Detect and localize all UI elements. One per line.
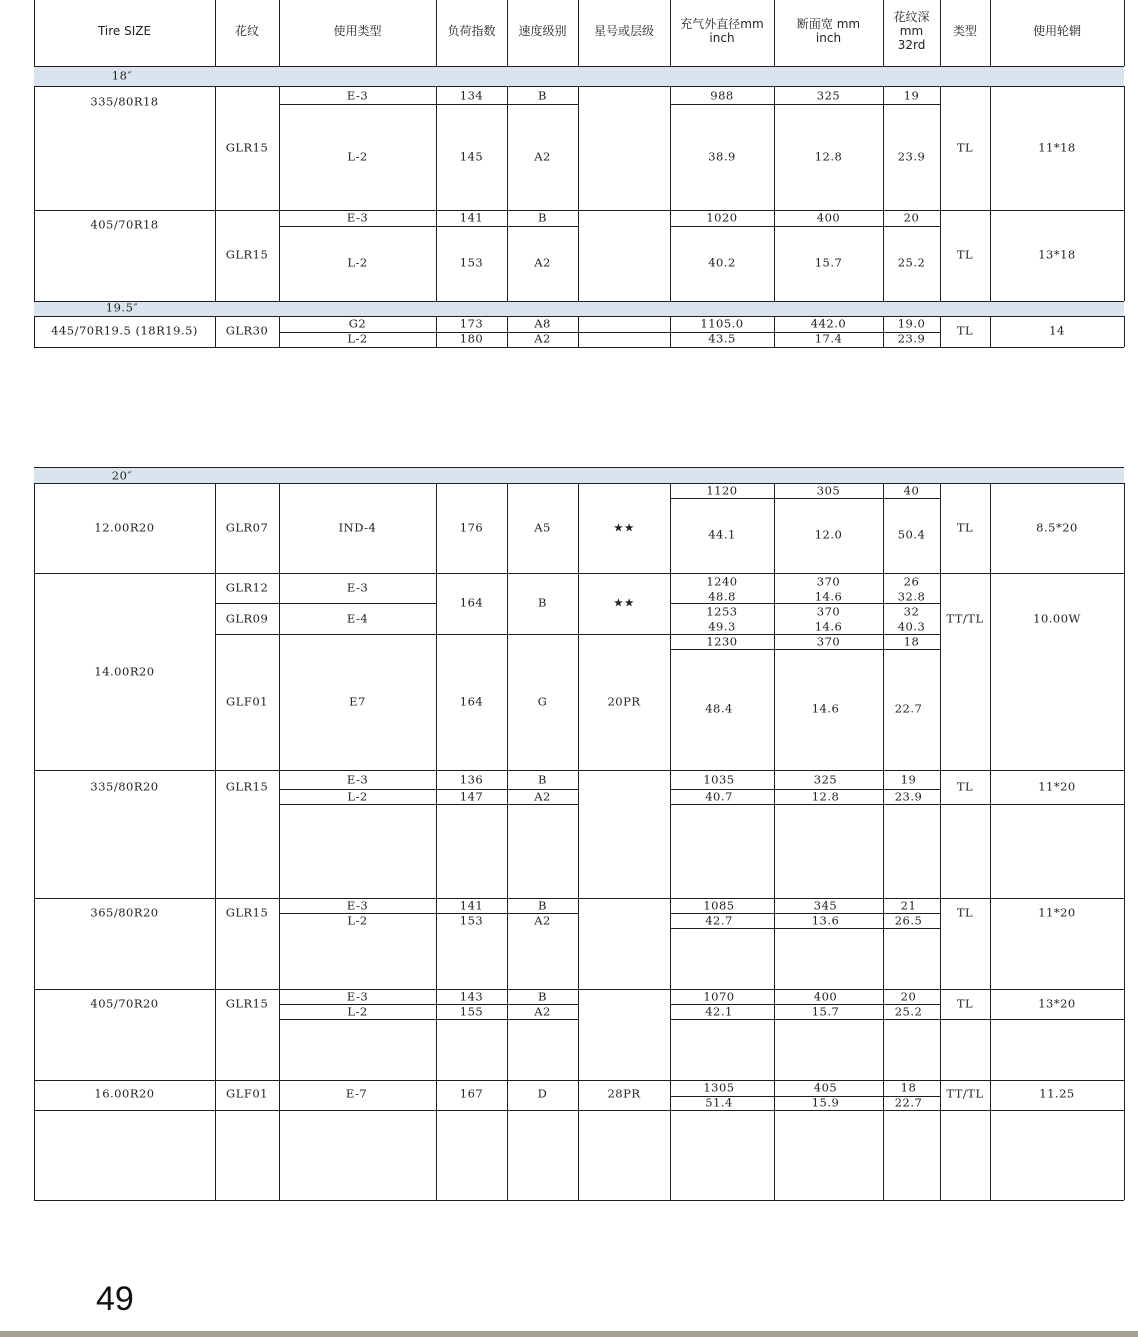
cell-type: TL bbox=[956, 247, 974, 262]
grid-line-h bbox=[34, 66, 1124, 68]
grid-line-h bbox=[34, 301, 1124, 303]
cell-load-index: 141 bbox=[459, 898, 484, 913]
grid-line-h bbox=[279, 804, 578, 805]
grid-line-v bbox=[507, 0, 508, 66]
cell-diameter-mm: 1085 bbox=[703, 898, 735, 913]
section-band-20 bbox=[34, 467, 1124, 483]
grid-line-v bbox=[670, 0, 671, 66]
cell-rim: 8.5*20 bbox=[1036, 520, 1078, 535]
cell-diameter-mm: 1253 bbox=[706, 604, 738, 619]
cell-load-index: 145 bbox=[459, 149, 484, 164]
cell-diameter-mm: 988 bbox=[710, 88, 734, 103]
cell-tread-32rd: 22.7 bbox=[894, 701, 923, 716]
grid-line-h bbox=[34, 573, 1124, 575]
grid-line-h bbox=[279, 1019, 578, 1020]
header-pattern: 花纹 bbox=[234, 24, 260, 38]
cell-load-index: 143 bbox=[459, 989, 484, 1004]
grid-line-v bbox=[279, 86, 280, 301]
cell-usage: G2 bbox=[348, 316, 367, 331]
cell-star-rating: ★★ bbox=[613, 595, 635, 610]
cell-pattern: GLR07 bbox=[225, 520, 269, 535]
grid-line-v bbox=[34, 483, 36, 1200]
cell-speed-rating: B bbox=[538, 898, 547, 913]
cell-tread-32rd: 23.9 bbox=[894, 789, 923, 804]
grid-line-h bbox=[34, 898, 1124, 900]
cell-tread-mm: 20 bbox=[900, 989, 917, 1004]
grid-line-h bbox=[940, 804, 1124, 805]
cell-width-inch: 15.7 bbox=[811, 1004, 840, 1019]
cell-width-mm: 370 bbox=[816, 574, 841, 589]
cell-pattern: GLR15 bbox=[225, 905, 269, 920]
cell-usage: E-3 bbox=[346, 210, 369, 225]
cell-pattern: GLR09 bbox=[225, 611, 269, 626]
cell-width-mm: 405 bbox=[813, 1080, 838, 1095]
grid-line-v bbox=[990, 483, 991, 1200]
cell-usage: E-7 bbox=[345, 1086, 368, 1101]
grid-line-v bbox=[215, 86, 216, 301]
section-label-18: 18″ bbox=[111, 68, 133, 83]
cell-tread-mm: 26 bbox=[903, 574, 920, 589]
cell-rim: 10.00W bbox=[1033, 611, 1081, 626]
grid-line-h bbox=[34, 1080, 1124, 1082]
cell-ply-rating: 28PR bbox=[607, 1086, 641, 1101]
header-section-width: 断面宽 mm inch bbox=[796, 17, 861, 45]
cell-tread-mm: 20 bbox=[903, 210, 920, 225]
cell-diameter-inch: 43.5 bbox=[708, 331, 736, 346]
grid-line-h bbox=[34, 483, 1124, 485]
grid-line-h bbox=[34, 210, 1124, 212]
cell-tire-size: 405/70R20 bbox=[90, 996, 159, 1011]
cell-load-index: 173 bbox=[459, 316, 484, 331]
cell-load-index: 134 bbox=[459, 88, 484, 103]
cell-usage: E7 bbox=[349, 694, 366, 709]
grid-line-v bbox=[883, 0, 884, 66]
cell-tire-size: 335/80R18 bbox=[90, 94, 159, 109]
section-label-19-5: 19.5″ bbox=[105, 300, 139, 315]
grid-line-h bbox=[34, 467, 1124, 469]
grid-line-h bbox=[34, 316, 1124, 318]
cell-load-index: 136 bbox=[459, 772, 484, 787]
section-label-20: 20″ bbox=[111, 468, 133, 483]
cell-usage: E-3 bbox=[346, 989, 369, 1004]
grid-line-v bbox=[883, 483, 884, 1200]
cell-speed-rating: B bbox=[538, 989, 547, 1004]
cell-diameter-inch: 48.4 bbox=[705, 701, 733, 716]
cell-diameter-mm: 1240 bbox=[706, 574, 738, 589]
cell-rim: 14 bbox=[1049, 323, 1065, 338]
grid-line-v bbox=[990, 86, 991, 301]
cell-usage: L-2 bbox=[347, 789, 368, 804]
grid-line-v bbox=[774, 0, 775, 66]
cell-load-index: 147 bbox=[459, 789, 484, 804]
grid-line-v bbox=[578, 0, 579, 66]
cell-width-inch: 15.9 bbox=[811, 1095, 840, 1110]
cell-diameter-inch: 38.9 bbox=[708, 149, 736, 164]
grid-line-v bbox=[670, 483, 671, 1200]
cell-tread-32rd: 25.2 bbox=[897, 255, 926, 270]
cell-tread-32rd: 23.9 bbox=[897, 149, 926, 164]
cell-type: TL bbox=[956, 905, 974, 920]
cell-diameter-inch: 48.8 bbox=[708, 589, 736, 604]
cell-usage: E-3 bbox=[346, 898, 369, 913]
grid-line-h bbox=[670, 1019, 940, 1020]
cell-tread-mm: 32 bbox=[903, 604, 920, 619]
cell-tire-size: 405/70R18 bbox=[90, 217, 159, 232]
cell-pattern: GLR15 bbox=[225, 247, 269, 262]
cell-tread-mm: 40 bbox=[903, 483, 920, 498]
cell-speed-rating: A2 bbox=[534, 913, 551, 928]
grid-line-h bbox=[34, 770, 1124, 772]
cell-speed-rating: A2 bbox=[534, 331, 551, 346]
grid-line-h bbox=[215, 603, 436, 604]
cell-tire-size: 445/70R19.5 (18R19.5) bbox=[51, 323, 198, 338]
cell-usage: L-2 bbox=[347, 331, 368, 346]
cell-rim: 11*18 bbox=[1038, 140, 1076, 155]
header-load-index: 负荷指数 bbox=[447, 24, 496, 38]
cell-load-index: 180 bbox=[459, 331, 484, 346]
cell-rim: 11*20 bbox=[1038, 779, 1076, 794]
cell-width-mm: 400 bbox=[813, 989, 838, 1004]
cell-speed-rating: B bbox=[538, 595, 547, 610]
cell-tread-32rd: 25.2 bbox=[894, 1004, 923, 1019]
cell-speed-rating: B bbox=[538, 772, 547, 787]
cell-tread-mm: 19 bbox=[900, 772, 917, 787]
grid-line-h bbox=[670, 498, 940, 499]
grid-line-v bbox=[436, 483, 437, 1200]
cell-width-inch: 14.6 bbox=[814, 619, 843, 634]
cell-width-mm: 325 bbox=[813, 772, 838, 787]
grid-line-v bbox=[940, 0, 941, 66]
cell-speed-rating: A2 bbox=[534, 1004, 551, 1019]
cell-usage: E-4 bbox=[346, 611, 369, 626]
grid-line-v bbox=[990, 0, 991, 66]
cell-diameter-inch: 44.1 bbox=[708, 527, 736, 542]
grid-line-v bbox=[215, 316, 216, 347]
cell-type: TL bbox=[956, 996, 974, 1011]
cell-width-inch: 14.6 bbox=[811, 701, 840, 716]
grid-line-h bbox=[279, 1004, 578, 1005]
cell-diameter-mm: 1020 bbox=[706, 210, 738, 225]
cell-width-inch: 14.6 bbox=[814, 589, 843, 604]
cell-rim: 11*20 bbox=[1038, 905, 1076, 920]
cell-diameter-mm: 1105.0 bbox=[700, 316, 744, 331]
cell-speed-rating: A5 bbox=[534, 520, 551, 535]
cell-pattern: GLR12 bbox=[225, 580, 269, 595]
cell-speed-rating: B bbox=[538, 88, 547, 103]
cell-tread-mm: 18 bbox=[903, 634, 920, 649]
cell-width-mm: 400 bbox=[816, 210, 841, 225]
cell-width-mm: 370 bbox=[816, 634, 841, 649]
section-band-19-5 bbox=[34, 301, 1124, 316]
cell-type: TL bbox=[956, 140, 974, 155]
cell-tread-32rd: 40.3 bbox=[897, 619, 926, 634]
cell-ply-rating: 20PR bbox=[607, 694, 641, 709]
cell-speed-rating: A2 bbox=[534, 255, 551, 270]
cell-usage: L-2 bbox=[347, 149, 368, 164]
cell-width-mm: 345 bbox=[813, 898, 838, 913]
cell-type: TT/TL bbox=[946, 611, 984, 626]
grid-line-h bbox=[34, 989, 1124, 991]
cell-usage: L-2 bbox=[347, 255, 368, 270]
grid-line-v bbox=[1124, 86, 1126, 301]
cell-speed-rating: B bbox=[538, 210, 547, 225]
cell-load-index: 153 bbox=[459, 255, 484, 270]
cell-type: TL bbox=[956, 520, 974, 535]
header-tread-depth: 花纹深 mm 32rd bbox=[893, 10, 930, 52]
cell-usage: E-3 bbox=[346, 772, 369, 787]
cell-pattern: GLR15 bbox=[225, 996, 269, 1011]
cell-width-mm: 305 bbox=[816, 483, 841, 498]
grid-line-h bbox=[279, 789, 578, 790]
cell-pattern: GLF01 bbox=[226, 1086, 268, 1101]
section-band-18 bbox=[34, 66, 1124, 86]
grid-line-v bbox=[279, 483, 280, 1200]
grid-line-v bbox=[670, 86, 671, 301]
grid-line-h bbox=[670, 649, 940, 650]
cell-speed-rating: A2 bbox=[534, 789, 551, 804]
grid-line-v bbox=[774, 86, 775, 301]
header-usage-type: 使用类型 bbox=[333, 24, 382, 38]
grid-line-v bbox=[34, 86, 36, 301]
cell-tread-32rd: 32.8 bbox=[897, 589, 926, 604]
grid-line-v bbox=[940, 483, 941, 1200]
cell-tread-mm: 18 bbox=[900, 1080, 917, 1095]
grid-line-h bbox=[670, 104, 940, 105]
header-type: 类型 bbox=[952, 24, 978, 38]
grid-line-v bbox=[1124, 316, 1126, 347]
grid-line-v bbox=[507, 483, 508, 1200]
cell-diameter-inch: 51.4 bbox=[705, 1095, 733, 1110]
footer-bar bbox=[0, 1331, 1138, 1337]
grid-line-v bbox=[883, 86, 884, 301]
cell-tread-32rd: 22.7 bbox=[894, 1095, 923, 1110]
cell-pattern: GLR15 bbox=[225, 779, 269, 794]
cell-width-inch: 12.8 bbox=[811, 789, 840, 804]
grid-line-v bbox=[990, 316, 991, 347]
cell-diameter-inch: 42.7 bbox=[705, 913, 733, 928]
cell-usage: E-3 bbox=[346, 88, 369, 103]
cell-rim: 13*20 bbox=[1038, 996, 1076, 1011]
cell-rim: 13*18 bbox=[1038, 247, 1076, 262]
cell-usage: L-2 bbox=[347, 913, 368, 928]
cell-usage: E-3 bbox=[346, 580, 369, 595]
header-speed-rating: 速度级别 bbox=[518, 24, 567, 38]
grid-line-v bbox=[578, 483, 579, 1200]
grid-line-v bbox=[940, 86, 941, 301]
cell-load-index: 176 bbox=[459, 520, 484, 535]
cell-width-inch: 13.6 bbox=[811, 913, 840, 928]
grid-line-v bbox=[34, 316, 36, 347]
cell-rim: 11.25 bbox=[1039, 1086, 1075, 1101]
cell-tread-32rd: 23.9 bbox=[897, 331, 926, 346]
cell-load-index: 164 bbox=[459, 694, 484, 709]
cell-tread-mm: 19 bbox=[903, 88, 920, 103]
grid-line-v bbox=[279, 0, 280, 66]
cell-tire-size: 12.00R20 bbox=[94, 520, 155, 535]
cell-width-mm: 325 bbox=[816, 88, 841, 103]
cell-speed-rating: A8 bbox=[534, 316, 551, 331]
cell-tread-32rd: 50.4 bbox=[897, 527, 926, 542]
grid-line-v bbox=[215, 483, 216, 1200]
cell-speed-rating: A2 bbox=[534, 149, 551, 164]
cell-diameter-mm: 1120 bbox=[706, 483, 738, 498]
cell-width-inch: 12.8 bbox=[814, 149, 843, 164]
cell-width-mm: 442.0 bbox=[810, 316, 847, 331]
cell-tire-size: 365/80R20 bbox=[90, 905, 159, 920]
cell-pattern: GLR30 bbox=[225, 323, 269, 338]
cell-pattern: GLR15 bbox=[225, 140, 269, 155]
grid-line-h bbox=[670, 226, 940, 227]
cell-width-inch: 15.7 bbox=[814, 255, 843, 270]
cell-diameter-inch: 40.2 bbox=[708, 255, 736, 270]
cell-diameter-mm: 1230 bbox=[706, 634, 738, 649]
grid-line-h bbox=[670, 928, 940, 929]
cell-width-mm: 370 bbox=[816, 604, 841, 619]
cell-type: TL bbox=[956, 779, 974, 794]
cell-load-index: 141 bbox=[459, 210, 484, 225]
cell-diameter-inch: 49.3 bbox=[708, 619, 736, 634]
header-star-ply: 星号或层级 bbox=[593, 24, 655, 38]
cell-tire-size: 14.00R20 bbox=[94, 664, 155, 679]
header-tire-size: Tire SIZE bbox=[97, 24, 152, 38]
cell-star-rating: ★★ bbox=[613, 520, 635, 535]
cell-width-inch: 17.4 bbox=[814, 331, 843, 346]
grid-line-v bbox=[578, 86, 579, 301]
page-number: 49 bbox=[96, 1280, 134, 1318]
grid-line-h bbox=[279, 913, 578, 914]
cell-diameter-mm: 1305 bbox=[703, 1080, 735, 1095]
grid-line-h bbox=[34, 1110, 1124, 1112]
header-overall-diameter: 充气外直径mm inch bbox=[680, 17, 764, 45]
grid-line-v bbox=[436, 0, 437, 66]
grid-line-v bbox=[1124, 483, 1126, 1200]
cell-tire-size: 335/80R20 bbox=[90, 779, 159, 794]
grid-line-h bbox=[34, 1200, 1124, 1202]
grid-line-v bbox=[507, 86, 508, 301]
grid-line-h bbox=[670, 804, 940, 805]
cell-load-index: 155 bbox=[459, 1004, 484, 1019]
grid-line-h bbox=[279, 104, 578, 105]
cell-type: TL bbox=[956, 323, 974, 338]
cell-diameter-mm: 1070 bbox=[703, 989, 735, 1004]
cell-diameter-inch: 40.7 bbox=[705, 789, 733, 804]
cell-usage: L-2 bbox=[347, 1004, 368, 1019]
cell-load-index: 167 bbox=[459, 1086, 484, 1101]
cell-tread-mm: 21 bbox=[900, 898, 917, 913]
cell-pattern: GLF01 bbox=[226, 694, 268, 709]
grid-line-h bbox=[279, 226, 578, 227]
grid-line-v bbox=[436, 86, 437, 301]
cell-usage: IND-4 bbox=[338, 520, 377, 535]
grid-line-v bbox=[1124, 0, 1126, 66]
grid-line-v bbox=[215, 0, 216, 66]
cell-type: TT/TL bbox=[946, 1086, 984, 1101]
grid-line-h bbox=[940, 1019, 1124, 1020]
header-rim: 使用轮辋 bbox=[1032, 24, 1082, 38]
cell-load-index: 153 bbox=[459, 913, 484, 928]
cell-tread-32rd: 26.5 bbox=[894, 913, 923, 928]
cell-diameter-inch: 42.1 bbox=[705, 1004, 733, 1019]
grid-line-h bbox=[34, 347, 1124, 349]
grid-line-v bbox=[774, 483, 775, 1200]
cell-width-inch: 12.0 bbox=[814, 527, 843, 542]
cell-speed-rating: D bbox=[537, 1086, 548, 1101]
cell-speed-rating: G bbox=[537, 694, 548, 709]
grid-line-v bbox=[34, 0, 36, 66]
cell-load-index: 164 bbox=[459, 595, 484, 610]
cell-tire-size: 16.00R20 bbox=[94, 1086, 155, 1101]
grid-line-h bbox=[34, 86, 1124, 88]
cell-diameter-mm: 1035 bbox=[703, 772, 735, 787]
cell-tread-mm: 19.0 bbox=[897, 316, 926, 331]
